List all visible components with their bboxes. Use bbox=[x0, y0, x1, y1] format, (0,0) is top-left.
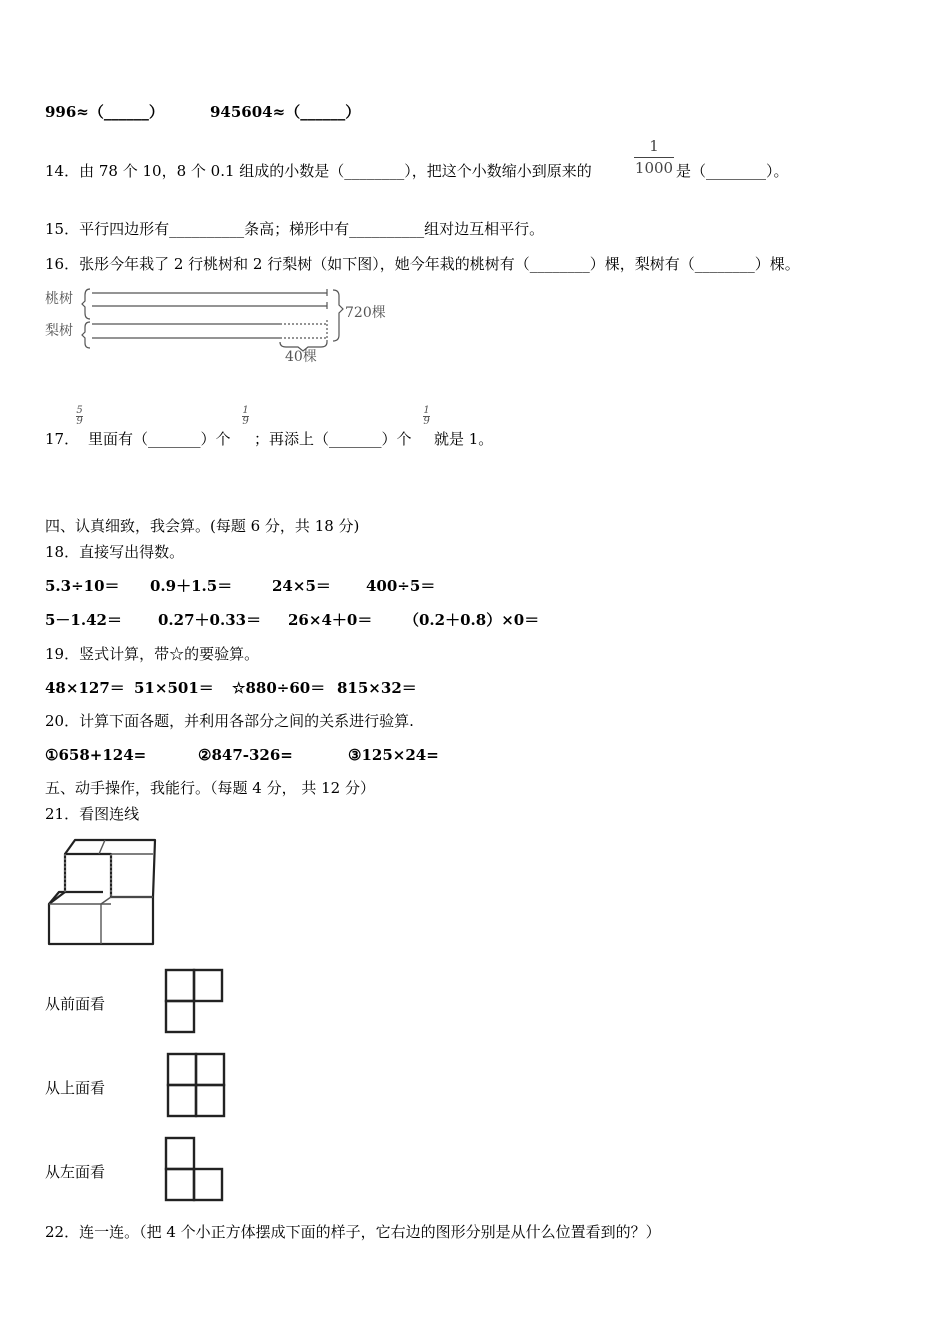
q18-title: 18．直接写出得数。 bbox=[45, 543, 185, 561]
q19-item: ☆880÷60＝ bbox=[232, 679, 326, 697]
q14-text-before: 14．由 78 个 10，8 个 0.1 组成的小数是（________），把这个小数缩小到原来的 bbox=[45, 162, 592, 180]
q13-left: 996≈（______） bbox=[45, 103, 164, 121]
q22-title: 22．连一连。（把 4 个小正方体摆成下面的样子，它右边的图形分别是从什么位置看到的？） bbox=[45, 1223, 661, 1241]
q18-item: 5.3÷10＝ bbox=[45, 577, 120, 595]
numerator: 5 bbox=[76, 405, 83, 416]
q20-item: ①658+124= bbox=[45, 746, 147, 764]
q20-item: ③125×24= bbox=[348, 746, 439, 764]
grid-cell bbox=[166, 1138, 194, 1169]
numerator: 1 bbox=[242, 405, 249, 416]
q17-part2: ；再添上（_______）个 bbox=[254, 430, 412, 448]
q14-fraction bbox=[634, 138, 674, 177]
total-label: 720棵 bbox=[345, 305, 386, 321]
q18-item: 24×5＝ bbox=[272, 577, 331, 595]
q19-item: 48×127＝ bbox=[45, 679, 125, 697]
view-label-left: 从左面看 bbox=[45, 1163, 106, 1181]
grid-cell bbox=[194, 1169, 222, 1200]
q13-right: 945604≈（______） bbox=[210, 103, 361, 121]
q21-title: 21．看图连线 bbox=[45, 805, 140, 823]
cube-edge bbox=[99, 840, 105, 854]
front-view-shape bbox=[164, 968, 226, 1034]
grid-cell bbox=[168, 1054, 196, 1085]
q16-text: 16．张彤今年栽了 2 行桃树和 2 行梨树（如下图），她今年栽的桃树有（________）棵，梨树有（________）棵。 bbox=[45, 255, 800, 273]
q17-number: 17． bbox=[45, 430, 80, 448]
q15-text: 15．平行四边形有__________条高；梯形中有__________组对边互相平行。 bbox=[45, 220, 545, 238]
q14-text-after: 是（________）。 bbox=[676, 162, 789, 180]
q17-fraction-b bbox=[242, 406, 249, 427]
pear-brace bbox=[82, 322, 90, 348]
view-label-top: 从上面看 bbox=[45, 1079, 106, 1097]
grid-cell bbox=[194, 970, 222, 1001]
grid-cell bbox=[166, 970, 194, 1001]
q18-item: 0.27＋0.33＝ bbox=[158, 611, 262, 629]
q19-title: 19．竖式计算，带☆的要验算。 bbox=[45, 645, 260, 663]
left-view-shape bbox=[164, 1136, 226, 1202]
label-peach: 桃树 bbox=[45, 291, 73, 307]
grid-cell bbox=[168, 1085, 196, 1116]
q14-fraction-denominator: 1000 bbox=[634, 159, 674, 177]
section5-title: 五、动手操作，我能行。（每题 4 分， 共 12 分） bbox=[45, 779, 375, 797]
q17-fraction-a bbox=[76, 406, 83, 427]
numerator: 1 bbox=[423, 405, 430, 416]
denominator: 9 bbox=[423, 416, 430, 427]
cube-edge bbox=[101, 897, 111, 904]
difference-label: 40棵 bbox=[285, 349, 317, 365]
label-pear: 梨树 bbox=[45, 323, 73, 339]
grid-cell bbox=[166, 1001, 194, 1032]
view-label-front: 从前面看 bbox=[45, 995, 106, 1013]
q18-item: 5－1.42＝ bbox=[45, 611, 122, 629]
q17-fraction-c bbox=[423, 406, 430, 427]
grid-cell bbox=[166, 1169, 194, 1200]
q19-item: 51×501＝ bbox=[134, 679, 214, 697]
grid-cell bbox=[196, 1085, 224, 1116]
denominator: 9 bbox=[76, 416, 83, 427]
q18-item: 26×4＋0＝ bbox=[288, 611, 373, 629]
q19-item: 815×32＝ bbox=[337, 679, 417, 697]
section4-title: 四、认真细致，我会算。(每题 6 分，共 18 分) bbox=[45, 517, 360, 535]
q18-item: 0.9＋1.5＝ bbox=[150, 577, 233, 595]
q14-fraction-numerator: 1 bbox=[649, 137, 659, 155]
tree-rows-diagram bbox=[80, 284, 380, 359]
cube-stack-figure bbox=[45, 836, 165, 951]
q17-part1: 里面有（_______）个 bbox=[88, 430, 231, 448]
denominator: 9 bbox=[242, 416, 249, 427]
q18-item: （0.2＋0.8）×0＝ bbox=[404, 611, 540, 629]
q18-item: 400÷5＝ bbox=[366, 577, 436, 595]
q17-part3: 就是 1。 bbox=[434, 430, 494, 448]
total-brace bbox=[333, 290, 343, 341]
top-view-shape bbox=[166, 1052, 228, 1118]
grid-cell bbox=[196, 1054, 224, 1085]
q20-item: ②847-326= bbox=[198, 746, 293, 764]
peach-brace bbox=[82, 289, 90, 319]
fraction-bar bbox=[634, 157, 674, 158]
q20-title: 20．计算下面各题，并利用各部分之间的关系进行验算. bbox=[45, 712, 414, 730]
